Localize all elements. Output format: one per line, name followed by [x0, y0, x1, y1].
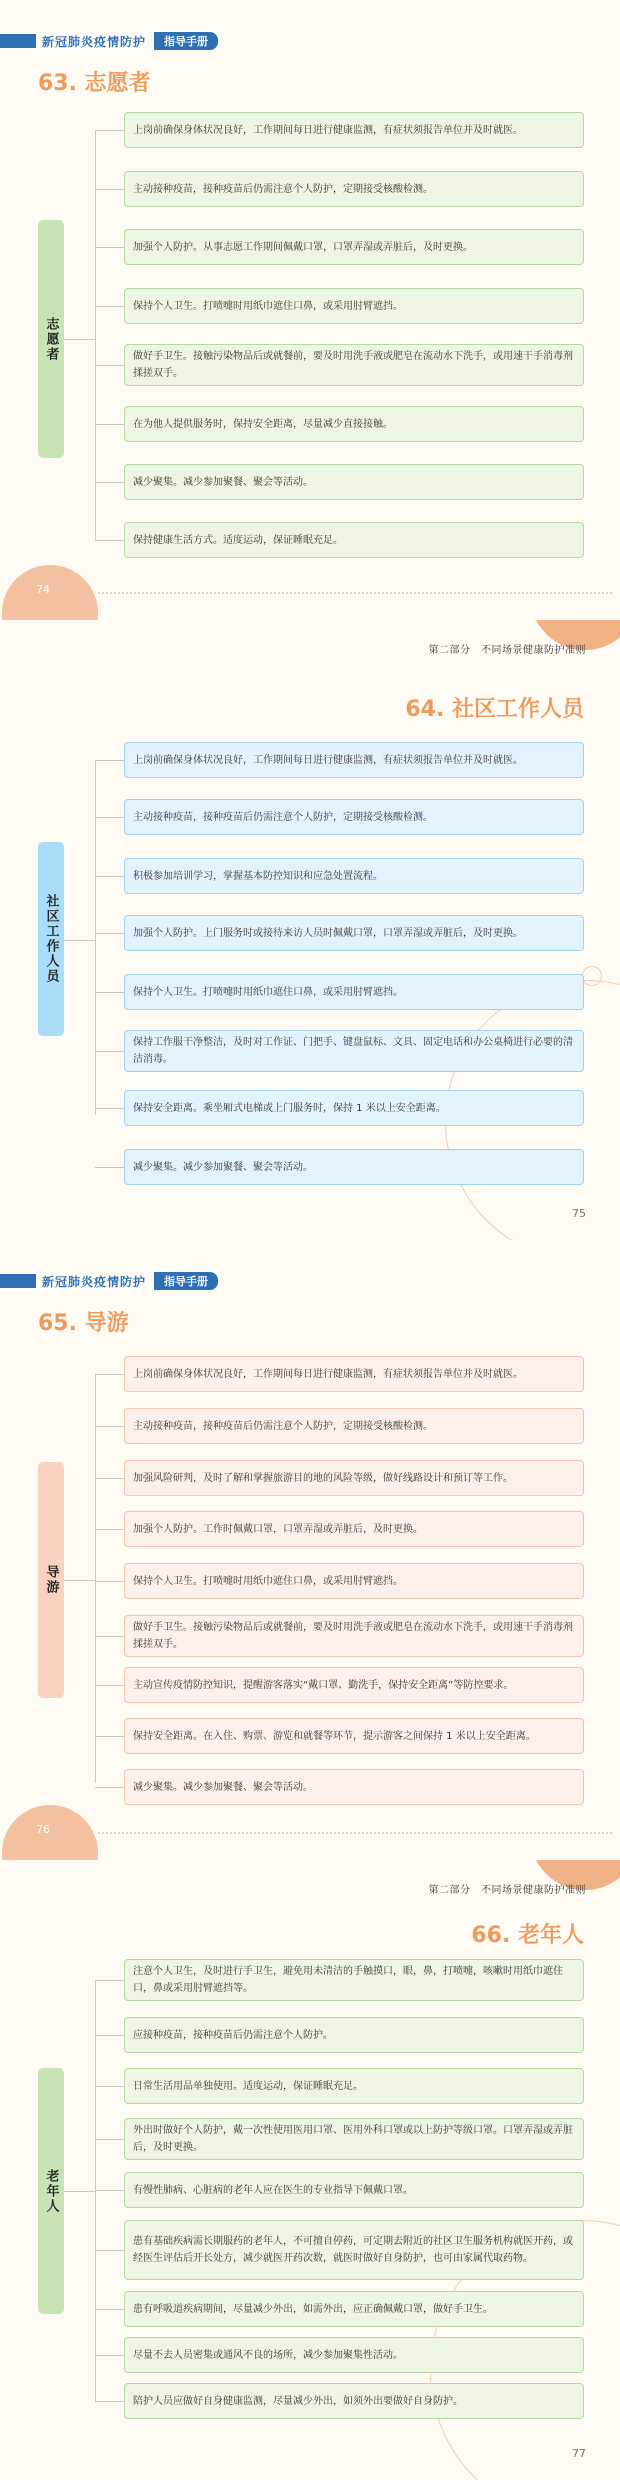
list-item: 保持工作服干净整洁，及时对工作证、门把手、键盘鼠标、文具、固定电话和办公桌椅进行必要的清洁消毒。 [124, 1030, 584, 1072]
decor-ring [582, 966, 602, 986]
list-item: 患有呼吸道疾病期间，尽量减少外出，如需外出，应正确佩戴口罩，做好手卫生。 [124, 2291, 584, 2327]
list-item: 上岗前确保身体状况良好，工作期间每日进行健康监测，有症状须报告单位并及时就医。 [124, 112, 584, 148]
page-number: 76 [36, 1823, 50, 1836]
header-bar [0, 34, 36, 48]
header-tag: 指导手册 [154, 32, 218, 50]
list-item: 做好手卫生。接触污染物品后或就餐前，要及时用洗手液或肥皂在流动水下洗手，或用速干手消毒剂揉搓双手。 [124, 344, 584, 386]
list-item: 在为他人提供服务时，保持安全距离，尽量减少直接接触。 [124, 406, 584, 442]
divider [98, 592, 612, 594]
list-item: 保持健康生活方式。适度运动，保证睡眠充足。 [124, 522, 584, 558]
list-item: 加强风险研判，及时了解和掌握旅游目的地的风险等级，做好线路设计和预订等工作。 [124, 1460, 584, 1496]
list-item: 积极参加培训学习，掌握基本防控知识和应急处置流程。 [124, 858, 584, 894]
list-item: 主动接种疫苗，接种疫苗后仍需注意个人防护，定期接受核酸检测。 [124, 799, 584, 835]
part-label: 第二部分 不同场景健康防护准则 [428, 1885, 586, 1896]
side-label: 导游 [38, 1462, 64, 1698]
list-item: 应接种疫苗，接种疫苗后仍需注意个人防护。 [124, 2017, 584, 2053]
page-community-worker [0, 620, 620, 1240]
list-item: 日常生活用品单独使用。适度运动，保证睡眠充足。 [124, 2068, 584, 2104]
section-title: 65. 导游 [38, 1311, 129, 1336]
page-number: 74 [36, 583, 50, 596]
part-label: 第二部分 不同场景健康防护准则 [428, 645, 586, 656]
section-title: 64. 社区工作人员 [405, 697, 584, 722]
page-number: 75 [572, 1207, 586, 1220]
header-title: 新冠肺炎疫情防护 [42, 1274, 147, 1289]
side-label: 老年人 [38, 2068, 64, 2314]
list-item: 主动宣传疫情防控知识，提醒游客落实“戴口罩、勤洗手，保持安全距离”等防控要求。 [124, 1667, 584, 1703]
list-item: 保持个人卫生。打喷嚏时用纸巾遮住口鼻，或采用肘臂遮挡。 [124, 288, 584, 324]
header-bar [0, 1274, 36, 1288]
section-title: 66. 老年人 [471, 1923, 584, 1948]
list-item: 有慢性肺病、心脏病的老年人应在医生的专业指导下佩戴口罩。 [124, 2172, 584, 2208]
page-volunteer [0, 0, 620, 620]
header-tag: 指导手册 [154, 1272, 218, 1290]
divider [98, 1832, 612, 1834]
list-item: 加强个人防护。上门服务时或接待来访人员时佩戴口罩，口罩弄湿或弄脏后，及时更换。 [124, 915, 584, 951]
header-title: 新冠肺炎疫情防护 [42, 34, 147, 49]
page-number: 77 [572, 2447, 586, 2460]
list-item: 加强个人防护。从事志愿工作期间佩戴口罩，口罩弄湿或弄脏后，及时更换。 [124, 229, 584, 265]
list-item: 减少聚集。减少参加聚餐、聚会等活动。 [124, 1149, 584, 1185]
list-item: 保持安全距离。在入住、购票、游览和就餐等环节，提示游客之间保持 1 米以上安全距离。 [124, 1718, 584, 1754]
side-label: 志愿者 [38, 220, 64, 458]
corner-circle [2, 1805, 98, 1860]
page-elderly [0, 1860, 620, 2480]
section-title: 63. 志愿者 [38, 71, 151, 96]
handbook-header [0, 1274, 218, 1288]
list-item: 主动接种疫苗，接种疫苗后仍需注意个人防护，定期接受核酸检测。 [124, 171, 584, 207]
corner-circle [2, 565, 98, 620]
list-item: 保持个人卫生。打喷嚏时用纸巾遮住口鼻，或采用肘臂遮挡。 [124, 974, 584, 1010]
list-item: 外出时做好个人防护，戴一次性使用医用口罩、医用外科口罩或以上防护等级口罩。口罩弄湿或弄脏后，及时更换。 [124, 2118, 584, 2160]
list-item: 保持安全距离。乘坐厢式电梯或上门服务时，保持 1 米以上安全距离。 [124, 1090, 584, 1126]
list-item: 陪护人员应做好自身健康监测，尽量减少外出，如须外出要做好自身防护。 [124, 2383, 584, 2419]
handbook-header [0, 34, 218, 48]
list-item: 注意个人卫生，及时进行手卫生，避免用未清洁的手触摸口，眼，鼻，打喷嚏，咳嗽时用纸巾遮住口，鼻或采用肘臂遮挡等。 [124, 1959, 584, 2001]
list-item: 患有基础疾病需长期服药的老年人，不可擅自停药，可定期去附近的社区卫生服务机构就医开药，或经医生评估后开长处方，减少就医开药次数，就医时做好自身防护，也可由家属代取药物。 [124, 2220, 584, 2280]
list-item: 减少聚集。减少参加聚餐、聚会等活动。 [124, 1769, 584, 1805]
list-item: 上岗前确保身体状况良好，工作期间每日进行健康监测，有症状须报告单位并及时就医。 [124, 742, 584, 778]
list-item: 加强个人防护。工作时佩戴口罩，口罩弄湿或弄脏后，及时更换。 [124, 1511, 584, 1547]
list-item: 尽量不去人员密集或通风不良的场所，减少参加聚集性活动。 [124, 2337, 584, 2373]
side-label: 社区工作人员 [38, 842, 64, 1036]
list-item: 保持个人卫生。打喷嚏时用纸巾遮住口鼻，或采用肘臂遮挡。 [124, 1563, 584, 1599]
list-item: 上岗前确保身体状况良好，工作期间每日进行健康监测，有症状须报告单位并及时就医。 [124, 1356, 584, 1392]
list-item: 减少聚集。减少参加聚餐、聚会等活动。 [124, 464, 584, 500]
list-item: 做好手卫生。接触污染物品后或就餐前，要及时用洗手液或肥皂在流动水下洗手，或用速干手消毒剂揉搓双手。 [124, 1615, 584, 1657]
list-item: 主动接种疫苗，接种疫苗后仍需注意个人防护，定期接受核酸检测。 [124, 1408, 584, 1444]
page-tour-guide [0, 1240, 620, 1860]
